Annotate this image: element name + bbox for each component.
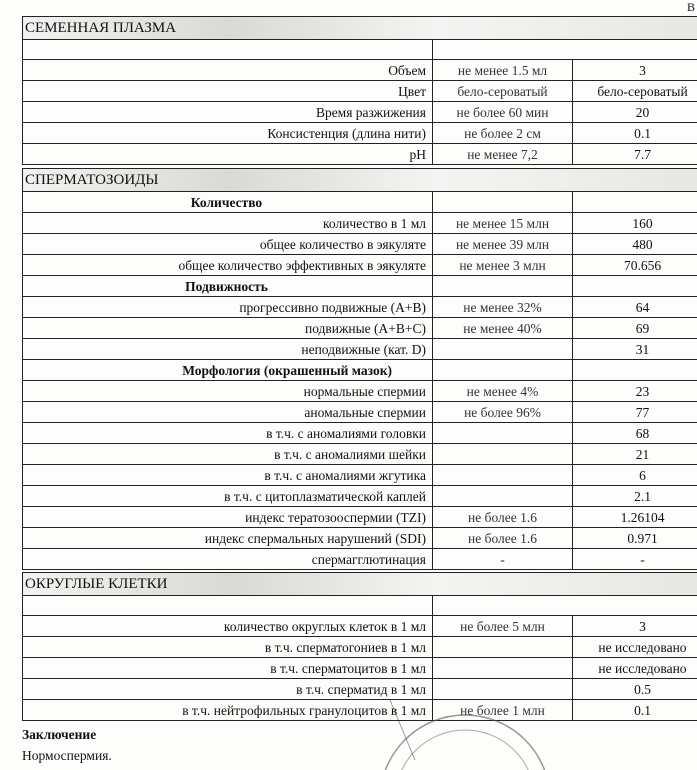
row-value: 21 — [573, 444, 697, 465]
row-label: в т.ч. с аномалиями жгутика — [23, 465, 433, 486]
corner-mark: В — [686, 0, 695, 14]
row-norm: не менее 4% — [433, 381, 573, 402]
motility-header: Подвижность — [23, 276, 433, 297]
row-norm — [433, 658, 573, 679]
stamp-mark — [370, 690, 570, 770]
table-row — [23, 528, 697, 549]
row-norm — [433, 444, 573, 465]
morphology-header: Морфология (окрашенный мазок) — [23, 360, 433, 381]
round-section-title: ОКРУГЛЫЕ КЛЕТКИ — [23, 573, 697, 596]
row-label: Объем — [23, 60, 433, 81]
row-norm: не более 1 млн — [433, 700, 573, 721]
row-value: 31 — [573, 339, 697, 360]
row-norm: не более 2 см — [433, 123, 573, 144]
row-label: количество в 1 мл — [23, 213, 433, 234]
row-label: общее количество в эякуляте — [23, 234, 433, 255]
table-row — [23, 658, 697, 679]
row-label: в т.ч. с цитоплазматической каплей — [23, 486, 433, 507]
row-value: 0.971 — [573, 528, 697, 549]
row-value: 64 — [573, 297, 697, 318]
table-row — [23, 616, 697, 637]
row-label: в т.ч. сперматогониев в 1 мл — [23, 637, 433, 658]
sperm-table — [22, 168, 697, 570]
row-label: индекс тератозооспермии (TZI) — [23, 507, 433, 528]
blank-cell — [433, 40, 697, 60]
table-row — [23, 700, 697, 721]
row-norm — [433, 339, 573, 360]
row-label: Консистенция (длина нити) — [23, 123, 433, 144]
row-label: нормальные спермии — [23, 381, 433, 402]
row-value: 69 — [573, 318, 697, 339]
row-norm: не менее 3 млн — [433, 255, 573, 276]
table-row — [23, 679, 697, 700]
blank-cell — [23, 596, 433, 616]
table-row — [23, 81, 697, 102]
row-label: в т.ч. сперматид в 1 мл — [23, 679, 433, 700]
row-value: 3 — [573, 616, 697, 637]
table-row — [23, 444, 697, 465]
table-row — [23, 60, 697, 81]
table-row — [23, 297, 697, 318]
row-norm: не менее 40% — [433, 318, 573, 339]
row-label: аномальные спермии — [23, 402, 433, 423]
row-label: неподвижные (кат. D) — [23, 339, 433, 360]
table-row — [23, 423, 697, 444]
row-norm — [433, 637, 573, 658]
quantity-header: Количество — [23, 192, 433, 213]
row-norm: не менее 32% — [433, 297, 573, 318]
table-row — [23, 465, 697, 486]
row-label: в т.ч. нейтрофильных гранулоцитов в 1 мл — [23, 700, 433, 721]
row-label: спермагглютинация — [23, 549, 433, 570]
row-value: 0.1 — [573, 123, 697, 144]
table-row — [23, 234, 697, 255]
row-norm: не более 5 млн — [433, 616, 573, 637]
row-norm: не более 96% — [433, 402, 573, 423]
row-label: прогрессивно подвижные (A+B) — [23, 297, 433, 318]
row-label: в т.ч. сперматоцитов в 1 мл — [23, 658, 433, 679]
row-value: 480 — [573, 234, 697, 255]
row-norm: - — [433, 549, 573, 570]
row-value: 23 — [573, 381, 697, 402]
row-norm: не менее 15 млн — [433, 213, 573, 234]
row-value: не исследовано — [573, 658, 697, 679]
row-norm: не менее 1.5 мл — [433, 60, 573, 81]
row-label: в т.ч. с аномалиями головки — [23, 423, 433, 444]
row-norm: не менее 7,2 — [433, 144, 573, 165]
row-label: Цвет — [23, 81, 433, 102]
row-value: 0.5 — [573, 679, 697, 700]
row-value: 70.656 — [573, 255, 697, 276]
row-value: 3 — [573, 60, 697, 81]
plasma-section-title: СЕМЕННАЯ ПЛАЗМА — [23, 17, 697, 40]
table-row — [23, 381, 697, 402]
row-label: общее количество эффективных в эякуляте — [23, 255, 433, 276]
table-row — [23, 255, 697, 276]
blank-cell — [433, 596, 697, 616]
row-norm — [433, 465, 573, 486]
row-label: Время разжижения — [23, 102, 433, 123]
sperm-section-title: СПЕРМАТОЗОИДЫ — [23, 169, 697, 192]
row-value: 7.7 — [573, 144, 697, 165]
row-label: подвижные (A+B+C) — [23, 318, 433, 339]
table-row — [23, 486, 697, 507]
row-norm: не более 1.6 — [433, 507, 573, 528]
row-value: 77 — [573, 402, 697, 423]
row-value: не исследовано — [573, 637, 697, 658]
table-row — [23, 402, 697, 423]
row-norm: не менее 39 млн — [433, 234, 573, 255]
table-row — [23, 339, 697, 360]
table-row — [23, 549, 697, 570]
table-row — [23, 213, 697, 234]
row-value: 68 — [573, 423, 697, 444]
conclusion-text: Нормоспермия. — [22, 748, 112, 763]
conclusion-title: Заключение — [22, 727, 97, 742]
row-norm: не более 1.6 — [433, 528, 573, 549]
table-row — [23, 318, 697, 339]
row-value: - — [573, 549, 697, 570]
row-value: 0.1 — [573, 700, 697, 721]
row-value: 1.26104 — [573, 507, 697, 528]
table-row — [23, 507, 697, 528]
table-row — [23, 123, 697, 144]
row-norm: не более 60 мин — [433, 102, 573, 123]
row-norm — [433, 423, 573, 444]
table-row — [23, 637, 697, 658]
row-norm — [433, 486, 573, 507]
row-label: pH — [23, 144, 433, 165]
row-value: 20 — [573, 102, 697, 123]
row-value: 6 — [573, 465, 697, 486]
row-norm: бело-сероватый — [433, 81, 573, 102]
table-row — [23, 144, 697, 165]
plasma-table — [22, 16, 697, 165]
row-label: количество округлых клеток в 1 мл — [23, 616, 433, 637]
row-value: 2.1 — [573, 486, 697, 507]
table-row — [23, 102, 697, 123]
row-label: индекс спермальных нарушений (SDI) — [23, 528, 433, 549]
row-label: в т.ч. с аномалиями шейки — [23, 444, 433, 465]
blank-cell — [23, 40, 433, 60]
round-cells-table — [22, 572, 697, 721]
row-value: 160 — [573, 213, 697, 234]
row-value: бело-сероватый — [573, 81, 697, 102]
